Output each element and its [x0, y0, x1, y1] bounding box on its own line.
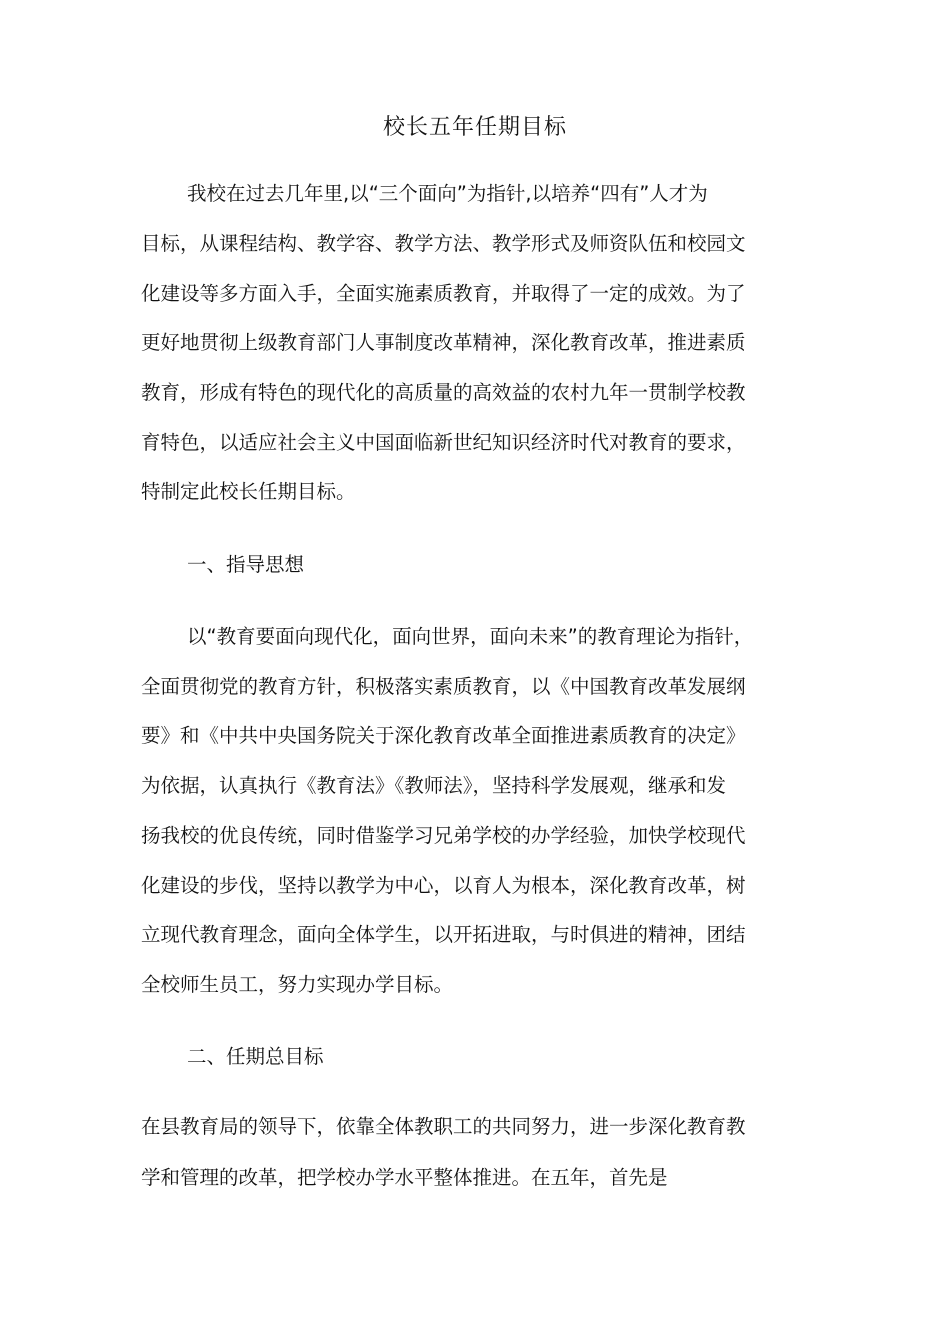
section1-line: 立现代教育理念，面向全体学生，以开拓进取，与时俱进的精神，团结: [141, 923, 746, 946]
section2-line: 在县教育局的领导下，依靠全体教职工的共同努力，进一步深化教育教: [141, 1115, 746, 1138]
section1-line: 以“教育要面向现代化，面向世界，面向未来”的教育理论为指针，: [187, 625, 754, 648]
section1-line: 为依据，认真执行《教育法》《教师法》，坚持科学发展观，继承和发: [141, 774, 727, 797]
intro-line: 我校在过去几年里,以“三个面向”为指针,以培养“四有”人才为: [187, 182, 708, 205]
section-heading-guiding-thought: 一、指导思想: [187, 553, 305, 576]
intro-line: 特制定此校长任期目标。: [141, 480, 356, 503]
intro-line: 育特色，以适应社会主义中国面临新世纪知识经济时代对教育的要求，: [141, 431, 746, 454]
intro-line: 更好地贯彻上级教育部门人事制度改革精神，深化教育改革，推进素质: [141, 331, 746, 354]
intro-line: 化建设等多方面入手，全面实施素质教育，并取得了一定的成效。为了: [141, 282, 746, 305]
section1-line: 要》和《中共中央国务院关于深化教育改革全面推进素质教育的决定》: [141, 724, 746, 747]
section-heading-term-goal: 二、任期总目标: [187, 1045, 324, 1068]
section1-line: 全校师生员工，努力实现办学目标。: [141, 973, 454, 996]
document-title: 校长五年任期目标: [382, 115, 567, 140]
section1-line: 扬我校的优良传统，同时借鉴学习兄弟学校的办学经验，加快学校现代: [141, 824, 746, 847]
section1-line: 化建设的步伐，坚持以教学为中心，以育人为根本，深化教育改革，树: [141, 874, 746, 897]
intro-line: 目标，从课程结构、教学容、教学方法、教学形式及师资队伍和校园文: [141, 232, 746, 255]
intro-line: 教育，形成有特色的现代化的高质量的高效益的农村九年一贯制学校教: [141, 381, 746, 404]
section1-line: 全面贯彻党的教育方针，积极落实素质教育，以《中国教育改革发展纲: [141, 675, 746, 698]
section2-line: 学和管理的改革，把学校办学水平整体推进。在五年，首先是: [141, 1166, 668, 1189]
